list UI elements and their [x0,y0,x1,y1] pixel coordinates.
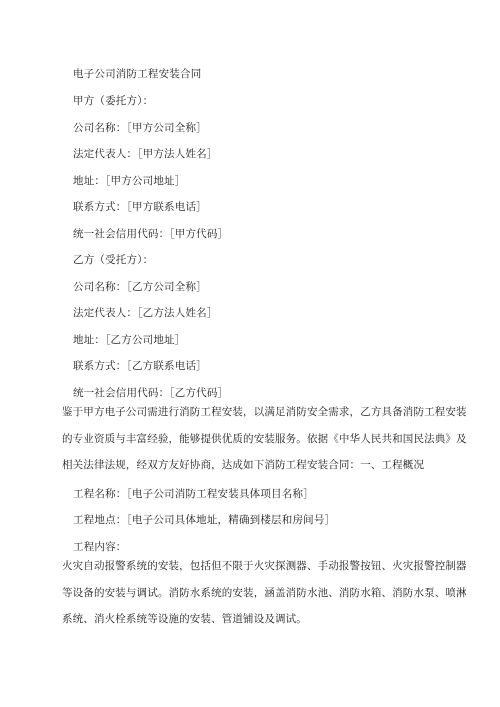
party-a-heading: 甲方（委托方）： [73,95,154,107]
project-content-label: 工程内容： [73,541,127,553]
document-title: 电子公司消防工程安装合同 [73,68,202,80]
party-b-contact: 联系方式：［乙方联系电话］ [73,360,207,372]
project-content-paragraph [62,553,467,633]
party-b-heading: 乙方（受托方）： [73,254,154,266]
project-location: 工程地点：［电子公司具体地址，精确到楼层和房间号］ [73,514,336,526]
party-a-address: 地址：［甲方公司地址］ [73,175,186,187]
content-line: 火灾自动报警系统的安装，包括但不限于火灾探测器、手动报警按钮、火灾报警控制器 [62,560,467,572]
party-a-credit-code: 统一社会信用代码：［甲方代码］ [73,228,229,240]
party-b-representative: 法定代表人：［乙方法人姓名］ [73,307,218,319]
party-b-company: 公司名称：［乙方公司全称］ [73,281,207,293]
preamble-line: 相关法律法规，经双方友好协商，达成如下消防工程安装合同：一、工程概况 [62,459,425,472]
preamble-paragraph [62,399,467,479]
party-b-address: 地址：［乙方公司地址］ [73,334,186,346]
project-name: 工程名称：［电子公司消防工程安装具体项目名称］ [73,488,314,500]
party-a-contact: 联系方式：［甲方联系电话］ [73,201,207,213]
party-b-credit-code: 统一社会信用代码：［乙方代码］ [73,387,229,399]
content-line: 系统、消火栓系统等设施的安装、管道铺设及调试。 [62,613,307,626]
preamble-line: 鉴于甲方电子公司需进行消防工程安装，以满足消防安全需求，乙方具备消防工程安装 [62,406,467,418]
party-a-representative: 法定代表人：［甲方法人姓名］ [73,148,218,160]
preamble-line: 的专业资质与丰富经验，能够提供优质的安装服务。依据《中华人民共和国民法典》及 [62,432,467,445]
party-a-company: 公司名称：［甲方公司全称］ [73,122,207,134]
content-line: 等设备的安装与调试。消防水系统的安装，涵盖消防水池、消防水箱、消防水泵、喷淋 [62,586,467,599]
